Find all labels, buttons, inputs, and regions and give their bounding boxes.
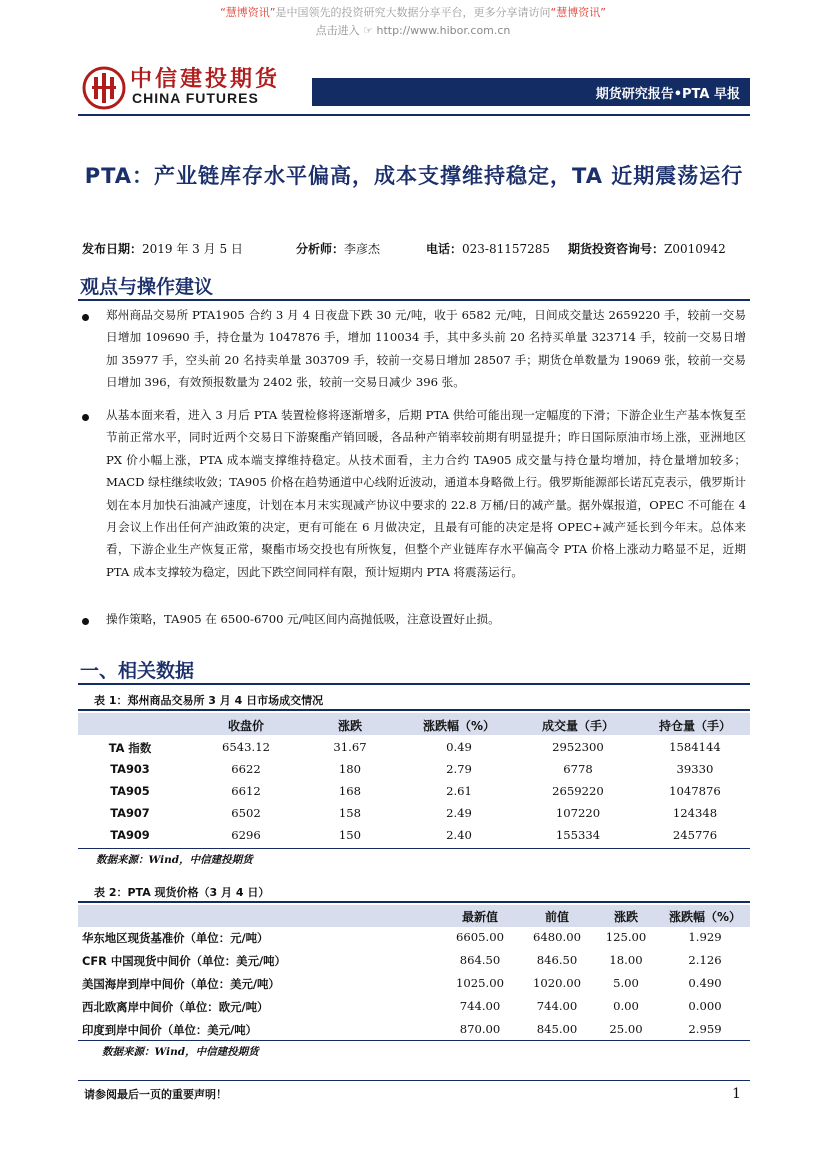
meta-phone bbox=[426, 240, 550, 257]
analyst-value: 李彦杰 bbox=[344, 242, 381, 256]
license-value: Z0010942 bbox=[664, 242, 726, 256]
table2-bottom-rule bbox=[78, 1040, 750, 1041]
table2-cell: 6605.00 bbox=[456, 930, 504, 944]
table1-header: 持仓量（手） bbox=[658, 719, 731, 733]
table2-cell: 864.50 bbox=[459, 953, 501, 967]
meta-license bbox=[568, 240, 726, 257]
promo-link-prefix: 点击进入 bbox=[315, 24, 360, 37]
table2-cell: 5.00 bbox=[613, 976, 639, 990]
paragraph-fundamentals: 从基本面来看，进入 3 月后 PTA 装置检修将逐渐增多，后期 PTA 供给可能出现一定幅度的下滑；下游企业生产基本恢复至节前正常水平，同时近两个交易日下游聚酯产销回暖，各品种产销率较前期有明显提升；昨日国际原油市场上涨，亚洲地区 PX 价小幅上涨，PTA 成本端支撑维持稳定。从技术面看，主力合约 TA905 成交量与持仓量均增加，持仓量增加较多；MACD 绿柱继续收敛；TA905 价格在趋势通道中心线附近波动，通道本身略微上行。俄罗斯能源部长诺瓦克表示，俄罗斯计划在本月加快石油减产速度，计划在本月末实现减产协议中要求的 22.8 万桶/日的减产量。据外媒报道，OPEC 不可能在 4 月会议上作出任何产油政策的决定，更有可能在 6 月做决定，且最有可能的决定是将 OPEC+减产延长到今年末。总体来看，下游企业生产恢复正常，聚酯市场交投也有所恢复，但整个产业链库存水平偏高令 PTA 价格上涨动力略显不足，近期 PTA 成本支撑较为稳定，因此下跌空间同样有限，预计短期内 PTA 将震荡运行。 bbox=[106, 408, 746, 579]
table1-source: 数据来源：Wind，中信建投期货 bbox=[96, 854, 253, 866]
table1-cell: 180 bbox=[338, 762, 362, 776]
report-title: PTA：产业链库存水平偏高，成本支撑维持稳定，TA 近期震荡运行 bbox=[84, 164, 744, 188]
table2-cell: 2.126 bbox=[688, 953, 722, 967]
table1-cell: 39330 bbox=[676, 762, 714, 776]
table1-row-label: TA907 bbox=[110, 806, 150, 820]
table1-cell: 2.61 bbox=[446, 784, 472, 798]
table1-cell: 158 bbox=[338, 806, 362, 820]
table2-header: 前值 bbox=[544, 910, 569, 924]
table2-cell: 0.00 bbox=[613, 999, 639, 1013]
table2-top-rule bbox=[78, 901, 750, 903]
table1-header: 成交量（手） bbox=[541, 719, 614, 733]
table2-cell: 18.00 bbox=[609, 953, 643, 967]
analyst-label: 分析师： bbox=[296, 242, 345, 256]
table2-cell: 6480.00 bbox=[533, 930, 581, 944]
table1-cell: 124348 bbox=[672, 806, 718, 820]
table1-cell: 6543.12 bbox=[222, 740, 270, 754]
table1-row-label: TA903 bbox=[110, 762, 150, 776]
table2-row-label: 美国海岸到岸中间价（单位：美元/吨） bbox=[82, 977, 280, 991]
table2-header: 涨跌幅（%） bbox=[668, 910, 742, 924]
logo-english: CHINA FUTURES bbox=[132, 90, 259, 106]
bullet-icon bbox=[82, 618, 89, 625]
table1-row-label: TA 指数 bbox=[108, 741, 152, 755]
table2-cell: 845.00 bbox=[536, 1022, 578, 1036]
table1-cell: 155334 bbox=[555, 828, 601, 842]
table1-top-rule bbox=[78, 709, 750, 711]
paragraph-strategy: 操作策略，TA905 在 6500-6700 元/吨区间内高抛低吸，注意设置好止损。 bbox=[106, 612, 500, 626]
table2-cell: 744.00 bbox=[459, 999, 501, 1013]
promo-link[interactable]: http://www.hibor.com.cn bbox=[376, 24, 511, 37]
table2-cell: 846.50 bbox=[536, 953, 578, 967]
table1-caption: 表 1：郑州商品交易所 3 月 4 日市场成交情况 bbox=[94, 694, 324, 707]
table1-cell: 168 bbox=[338, 784, 362, 798]
footer-divider bbox=[78, 1080, 750, 1081]
table1-cell: 150 bbox=[338, 828, 362, 842]
table2-header: 最新值 bbox=[461, 910, 498, 924]
table2-cell: 125.00 bbox=[605, 930, 647, 944]
table2-row-label: CFR 中国现货中间价（单位：美元/吨） bbox=[82, 954, 286, 968]
promo-text: 是中国领先的投资研究大数据分享平台，更多分享请访问 bbox=[275, 6, 551, 19]
table2-caption: 表 2：PTA 现货价格（3 月 4 日） bbox=[94, 886, 270, 899]
promo-link-row bbox=[0, 22, 826, 38]
table1-cell: 2952300 bbox=[552, 740, 604, 754]
section-divider bbox=[78, 299, 750, 301]
table1-cell: 2.40 bbox=[446, 828, 472, 842]
table1-cell: 107220 bbox=[555, 806, 601, 820]
table1-cell: 1584144 bbox=[669, 740, 721, 754]
page-number: 1 bbox=[732, 1086, 741, 1102]
table2-cell: 1025.00 bbox=[456, 976, 504, 990]
table1-cell: 31.67 bbox=[333, 740, 367, 754]
footer-notice: 请参阅最后一页的重要声明！ bbox=[84, 1088, 227, 1101]
table1-cell: 6296 bbox=[231, 828, 261, 842]
table1-cell: 6622 bbox=[231, 762, 261, 776]
table2-cell: 2.959 bbox=[688, 1022, 722, 1036]
section-heading-views: 观点与操作建议 bbox=[80, 276, 214, 298]
table2-cell: 1020.00 bbox=[533, 976, 581, 990]
table1-row-label: TA909 bbox=[110, 828, 150, 842]
promo-brand: “慧博资讯” bbox=[220, 6, 276, 19]
meta-date bbox=[82, 240, 243, 257]
table1-cell: 6612 bbox=[231, 784, 261, 798]
table2-row-label: 西北欧离岸中间价（单位：欧元/吨） bbox=[82, 1000, 269, 1014]
table1-cell: 2.49 bbox=[446, 806, 472, 820]
table2-row-label: 华东地区现货基准价（单位：元/吨） bbox=[82, 931, 269, 945]
meta-analyst bbox=[296, 240, 380, 257]
report-type: 期货研究报告•PTA 早报 bbox=[595, 87, 740, 102]
date-label: 发布日期： bbox=[82, 242, 143, 256]
table2-cell: 1.929 bbox=[688, 930, 722, 944]
header-divider bbox=[78, 114, 750, 116]
pointer-hand-icon: ☞ bbox=[363, 24, 373, 37]
license-label: 期货投资咨询号： bbox=[568, 242, 665, 256]
table1-header: 涨跌 bbox=[337, 719, 362, 733]
table1-header: 收盘价 bbox=[227, 719, 264, 733]
table1-row-label: TA905 bbox=[110, 784, 150, 798]
bullet-icon bbox=[82, 314, 89, 321]
table2-cell: 25.00 bbox=[609, 1022, 643, 1036]
table2-header: 涨跌 bbox=[613, 910, 638, 924]
phone-label: 电话： bbox=[426, 242, 463, 256]
date-value: 2019 年 3 月 5 日 bbox=[142, 242, 243, 256]
paragraph-market: 郑州商品交易所 PTA1905 合约 3 月 4 日夜盘下跌 30 元/吨，收于 6582 元/吨，日间成交量达 2659220 手，较前一交易日增加 109690 手，持仓量为 1047876 手，增加 110034 手，其中多头前 20 名持买单量 323714 手，较前一交易日增加 35977 手，空头前 20 名持卖单量 303709 手，较前一交易日增加 28507 手；期货仓单数量为 19069 张，较前一交易日增加 396，有效预报数量为 2402 张，较前一交易日减少 396 张。 bbox=[106, 308, 746, 390]
table1-header: 涨跌幅（%） bbox=[422, 719, 496, 733]
table1-cell: 6778 bbox=[563, 762, 593, 776]
section-divider bbox=[78, 683, 750, 685]
bullet-icon bbox=[82, 414, 89, 421]
section-heading-data: 一、相关数据 bbox=[80, 660, 195, 682]
phone-value: 023-81157285 bbox=[462, 242, 551, 256]
table2-cell: 870.00 bbox=[459, 1022, 501, 1036]
table1-cell: 1047876 bbox=[669, 784, 721, 798]
logo-chinese: 中信建投期货 bbox=[130, 67, 281, 92]
table1-cell: 245776 bbox=[672, 828, 718, 842]
table1-cell: 6502 bbox=[231, 806, 261, 820]
table2-cell: 0.000 bbox=[688, 999, 722, 1013]
table1-bottom-rule bbox=[78, 848, 750, 849]
table2-row-label: 印度到岸中间价（单位：美元/吨） bbox=[82, 1023, 258, 1037]
table1-cell: 2.79 bbox=[446, 762, 472, 776]
table2-source: 数据来源：Wind，中信建投期货 bbox=[102, 1046, 259, 1058]
table1-cell: 0.49 bbox=[446, 740, 472, 754]
promo-banner bbox=[0, 4, 826, 20]
header-bar bbox=[312, 78, 750, 106]
promo-brand-2: “慧博资讯” bbox=[550, 6, 606, 19]
table2-cell: 744.00 bbox=[536, 999, 578, 1013]
table2-cell: 0.490 bbox=[688, 976, 722, 990]
citic-logo-icon bbox=[82, 66, 126, 110]
table1-cell: 2659220 bbox=[552, 784, 604, 798]
